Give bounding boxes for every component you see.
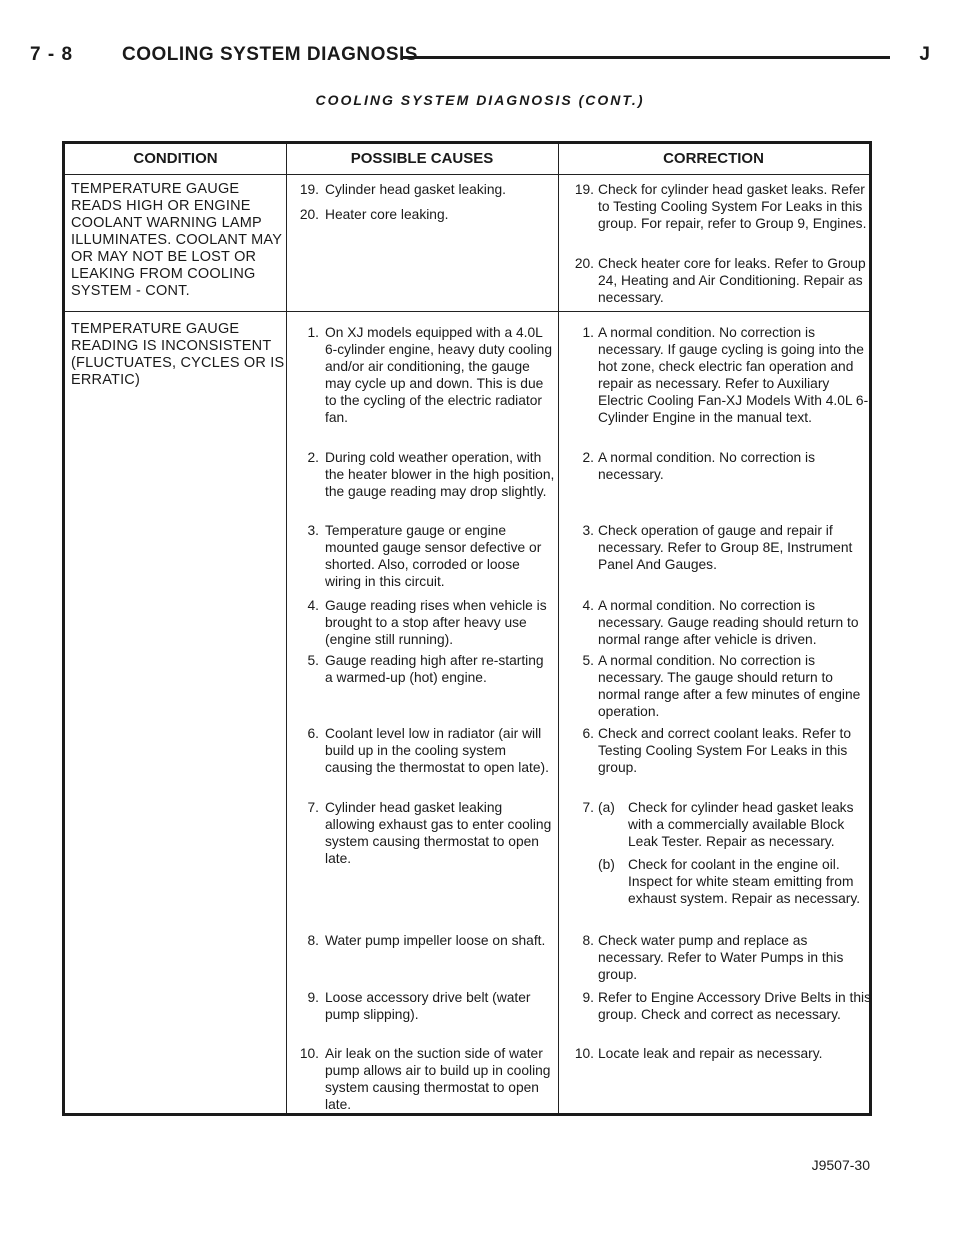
cause-text: Temperature gauge or engine mounted gauge sensor defective or shorted. Also, corroded or loose wiring in this circuit. [325,523,542,589]
correction-number: 9. [582,990,594,1005]
correction-number: 6. [582,726,594,741]
correction-text: Check and correct coolant leaks. Refer to Testing Cooling System For Leaks in this group. [598,726,852,775]
section-title: COOLING SYSTEM DIAGNOSIS [122,44,418,65]
correction-number: 10. [574,1046,594,1061]
cause-number: 9. [307,990,319,1005]
figure-id: J9507-30 [811,1157,870,1173]
page-subtitle: COOLING SYSTEM DIAGNOSIS (CONT.) [315,92,645,108]
cause-text: Gauge reading high after re-starting a warmed-up (hot) engine. [325,653,544,685]
correction-text: Check operation of gauge and repair if necessary. Refer to Group 8E, Instrument Panel And Gauges. [598,523,853,572]
cause-text: On XJ models equipped with a 4.0L 6-cylinder engine, heavy duty cooling and/or air conditioning, the gauge may cycle up and down. This is due to the cycling of the electric radiator fan. [325,325,553,425]
correction-number: 1. [582,325,594,340]
diagnosis-table [62,141,872,1116]
column-divider [286,144,287,1113]
cause-number: 19. [299,182,319,197]
correction-number: 2. [582,450,594,465]
cause-text: Cylinder head gasket leaking allowing exhaust gas to enter cooling system causing thermostat to open late. [325,800,552,866]
correction-sub-text: Check for coolant in the engine oil. Inspect for white steam emitting from exhaust system. Repair as necessary. [628,857,861,906]
correction-number: 20. [574,256,594,271]
cause-text: Water pump impeller loose on shaft. [325,933,546,948]
cause-number: 6. [307,726,319,741]
cause-number: 2. [307,450,319,465]
column-divider [558,144,559,1113]
correction-text: Check heater core for leaks. Refer to Group 24, Heating and Air Conditioning. Repair as necessary. [598,256,866,305]
cause-number: 20. [299,207,319,222]
cause-text: Loose accessory drive belt (water pump slipping). [325,990,531,1022]
correction-text: Check water pump and replace as necessary. Refer to Water Pumps in this group. [598,933,844,982]
header-divider [65,174,869,175]
correction-number: 7. [582,800,594,815]
cause-text: Gauge reading rises when vehicle is brought to a stop after heavy use (engine still running). [325,598,547,647]
column-header-condition: CONDITION [133,150,218,167]
row-divider [65,311,869,312]
cause-number: 4. [307,598,319,613]
correction-number: 8. [582,933,594,948]
cause-number: 7. [307,800,319,815]
correction-number: 3. [582,523,594,538]
correction-text: Locate leak and repair as necessary. [598,1046,823,1061]
header-rule [402,56,890,59]
correction-sub-label: (a) [598,800,615,815]
correction-text: A normal condition. No correction is necessary. The gauge should return to normal range after a few minutes of engine operation. [598,653,861,719]
cause-number: 5. [307,653,319,668]
condition-cell: TEMPERATURE GAUGE READING IS INCONSISTENT (FLUCTUATES, CYCLES OR IS ERRATIC) [71,321,285,388]
correction-text: Check for cylinder head gasket leaks. Refer to Testing Cooling System For Leaks in this group. For repair, refer to Group 9, Engines. [598,182,867,231]
correction-text: A normal condition. No correction is necessary. Gauge reading should return to normal range after vehicle is driven. [598,598,859,647]
cause-number: 8. [307,933,319,948]
page-header [30,44,930,72]
cause-text: Cylinder head gasket leaking. [325,182,507,197]
cause-text: Coolant level low in radiator (air will build up in the cooling system causing the thermostat to open late). [325,726,549,775]
cause-text: Air leak on the suction side of water pump allows air to build up in cooling system causing thermostat to open late. [325,1046,551,1112]
correction-sub-label: (b) [598,857,615,872]
column-header-correction: CORRECTION [663,150,764,167]
header-letter: J [919,44,930,65]
cause-number: 10. [299,1046,319,1061]
cause-number: 3. [307,523,319,538]
correction-text: A normal condition. No correction is necessary. If gauge cycling is going into the hot zone, check electric fan operation and repair as necessary. Refer to Auxiliary Electric Cooling Fan-XJ Models With 4.0L 6-Cylinder Engine in the manual text. [598,325,869,425]
cause-number: 1. [307,325,319,340]
condition-cell: TEMPERATURE GAUGE READS HIGH OR ENGINE COOLANT WARNING LAMP ILLUMINATES. COOLANT MAY OR MAY NOT BE LOST OR LEAKING FROM COOLING SYSTEM - CONT. [71,181,282,299]
correction-text: A normal condition. No correction is necessary. [598,450,816,482]
correction-text: Refer to Engine Accessory Drive Belts in this group. Check and correct as necessary. [598,990,871,1022]
cause-text: During cold weather operation, with the heater blower in the high position, the gauge reading may drop slightly. [325,450,555,499]
correction-number: 19. [574,182,594,197]
correction-sub-text: Check for cylinder head gasket leaks with a commercially available Block Leak Tester. Repair as necessary. [628,800,854,849]
correction-number: 5. [582,653,594,668]
correction-number: 4. [582,598,594,613]
cause-text: Heater core leaking. [325,207,449,222]
column-header-causes: POSSIBLE CAUSES [350,150,494,167]
page-number: 7 - 8 [30,44,74,65]
